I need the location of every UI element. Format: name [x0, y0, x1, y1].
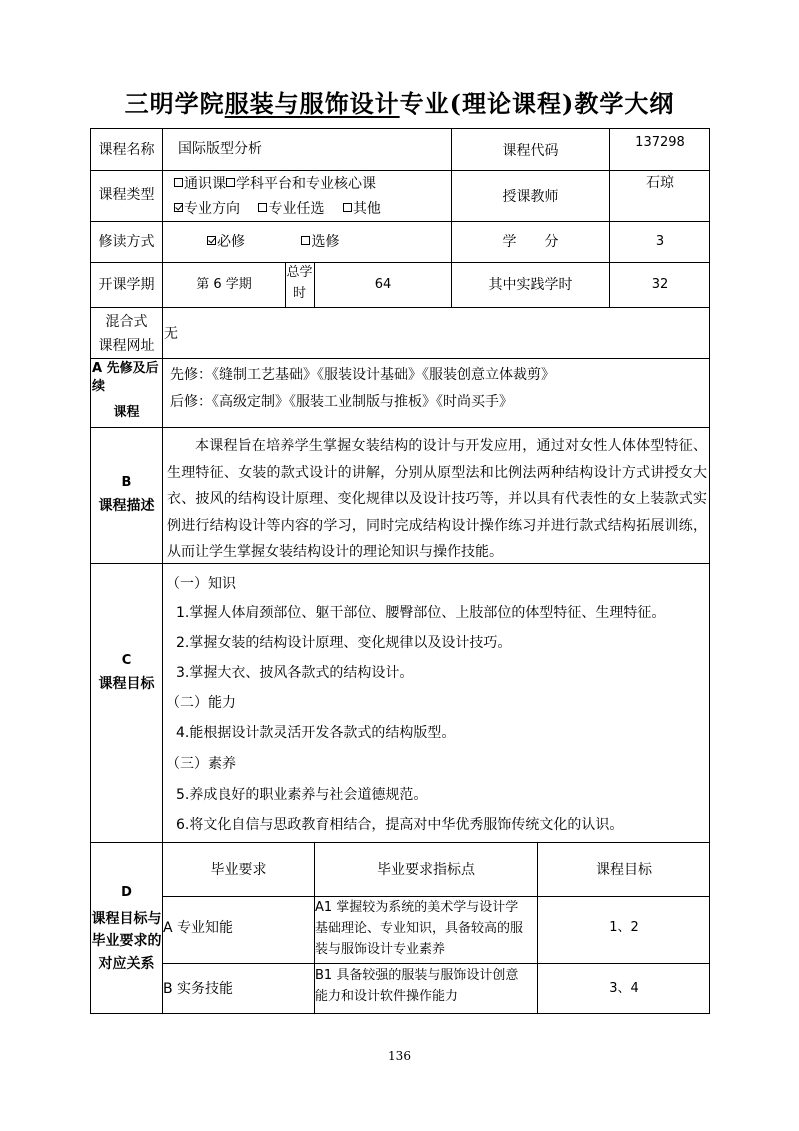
practice-hours-label: 其中实践学时 — [488, 277, 573, 293]
total-hours-label-2: 时 — [292, 286, 306, 301]
checkbox-checked-icon — [174, 203, 183, 212]
section-a-label-2: 续 — [92, 379, 106, 394]
objective-heading: （一）知识 — [166, 576, 236, 592]
course-type-options-line2: 专业方向 专业任选 其他 — [174, 200, 381, 218]
goal-cell: 3、4 — [609, 981, 639, 996]
online-label: 混合式 — [105, 314, 148, 330]
credit-value: 3 — [655, 234, 665, 249]
credit-label: 学 分 — [502, 234, 559, 250]
teacher-value: 石琼 — [646, 175, 674, 191]
page-title: 三明学院服装与服饰设计专业(理论课程)教学大纲 — [124, 89, 675, 118]
section-a-label-3: 课程 — [113, 405, 140, 420]
course-name-label: 课程名称 — [98, 142, 155, 158]
indicator-cell: B1 具备较强的服装与服饰设计创意 — [315, 968, 519, 983]
follow-up-courses: 后修：《高级定制》《服装工业制版与推板》《时尚买手》 — [170, 394, 513, 410]
study-mode-label: 修读方式 — [98, 234, 155, 250]
objective-item: 1.掌握人体肩颈部位、躯干部位、腰臀部位、上肢部位的体型特征、生理特征。 — [176, 605, 666, 621]
online-label-2: 课程网址 — [98, 338, 155, 354]
objective-item: 5.养成良好的职业素养与社会道德规范。 — [176, 787, 428, 803]
checkbox-icon — [174, 178, 183, 187]
checkbox-icon — [226, 178, 235, 187]
objective-heading: （三）素养 — [166, 756, 236, 772]
syllabus-table — [90, 128, 710, 1014]
section-d-label-2: 课程目标与 — [91, 911, 162, 927]
column-header-course-goal: 课程目标 — [596, 862, 652, 878]
checkbox-icon — [343, 203, 352, 212]
objective-item: 2.掌握女装的结构设计原理、变化规律以及设计技巧。 — [176, 635, 512, 651]
section-a-label: A 先修及后 — [92, 361, 159, 376]
practice-hours-value: 32 — [651, 277, 669, 292]
indicator-cell: A1 掌握较为系统的美术学与设计学 — [315, 900, 519, 915]
course-code-label: 课程代码 — [502, 143, 559, 159]
goal-cell: 1、2 — [609, 920, 639, 935]
page-number: 136 — [388, 1049, 411, 1063]
indicator-cell: 能力和设计软件操作能力 — [315, 989, 459, 1004]
checkbox-icon — [258, 203, 267, 212]
course-description: 本课程旨在培养学生掌握女装结构的设计与开发应用，通过对女性人体体型特征、生理特征、女装的款式设计的讲解，分别从原型法和比例法两种结构设计方式讲授女大衣、披风的结构设计原理、变化规律以及设计技巧等，并以具有代表性的女上装款式实例进行结构设计等内容的学习，同时完成结构设计操作练习并进行款式结构拓展训练，从而让学生掌握女装结构设计的理论知识与操作技能。 — [167, 438, 707, 560]
checkbox-checked-icon — [207, 236, 216, 245]
section-b-label-2: 课程描述 — [98, 498, 155, 514]
objective-item: 3.掌握大衣、披风各款式的结构设计。 — [176, 665, 414, 681]
section-d-label: D — [121, 885, 132, 900]
objective-item: 4.能根据设计款灵活开发各款式的结构版型。 — [176, 725, 456, 741]
semester-value: 第 6 学期 — [196, 277, 252, 292]
section-c-label: C — [121, 653, 132, 668]
prerequisite-courses: 先修：《缝制工艺基础》《服装设计基础》《服装创意立体裁剪》 — [170, 367, 555, 383]
section-d-label-3: 毕业要求的 — [91, 933, 162, 949]
section-b-label: B — [121, 475, 132, 490]
course-type-options-line1: 通识课 学科平台和专业核心课 — [174, 175, 376, 193]
semester-label: 开课学期 — [98, 277, 155, 293]
indicator-cell: 装与服饰设计专业素养 — [315, 942, 446, 957]
study-mode-options: 必修 选修 — [207, 233, 339, 251]
course-name-value: 国际版型分析 — [178, 141, 262, 157]
objective-item: 6.将文化自信与思政教育相结合，提高对中华优秀服饰传统文化的认识。 — [176, 817, 624, 833]
total-hours-label: 总学 — [286, 265, 313, 280]
course-code-value: 137298 — [635, 135, 685, 150]
teacher-label: 授课教师 — [502, 189, 559, 205]
total-hours-value: 64 — [374, 277, 392, 292]
section-d-label-4: 对应关系 — [98, 956, 155, 972]
section-c-label-2: 课程目标 — [98, 676, 155, 692]
checkbox-icon — [301, 236, 310, 245]
indicator-cell: 基础理论、专业知识，具备较高的服 — [315, 921, 524, 936]
column-header-graduation-requirement: 毕业要求 — [210, 862, 267, 878]
requirement-cell: B 实务技能 — [163, 981, 234, 997]
course-type-label: 课程类型 — [98, 187, 155, 203]
online-value: 无 — [164, 326, 178, 342]
objective-heading: （二）能力 — [166, 695, 236, 711]
column-header-indicator: 毕业要求指标点 — [377, 862, 475, 878]
requirement-cell: A 专业知能 — [163, 920, 234, 936]
